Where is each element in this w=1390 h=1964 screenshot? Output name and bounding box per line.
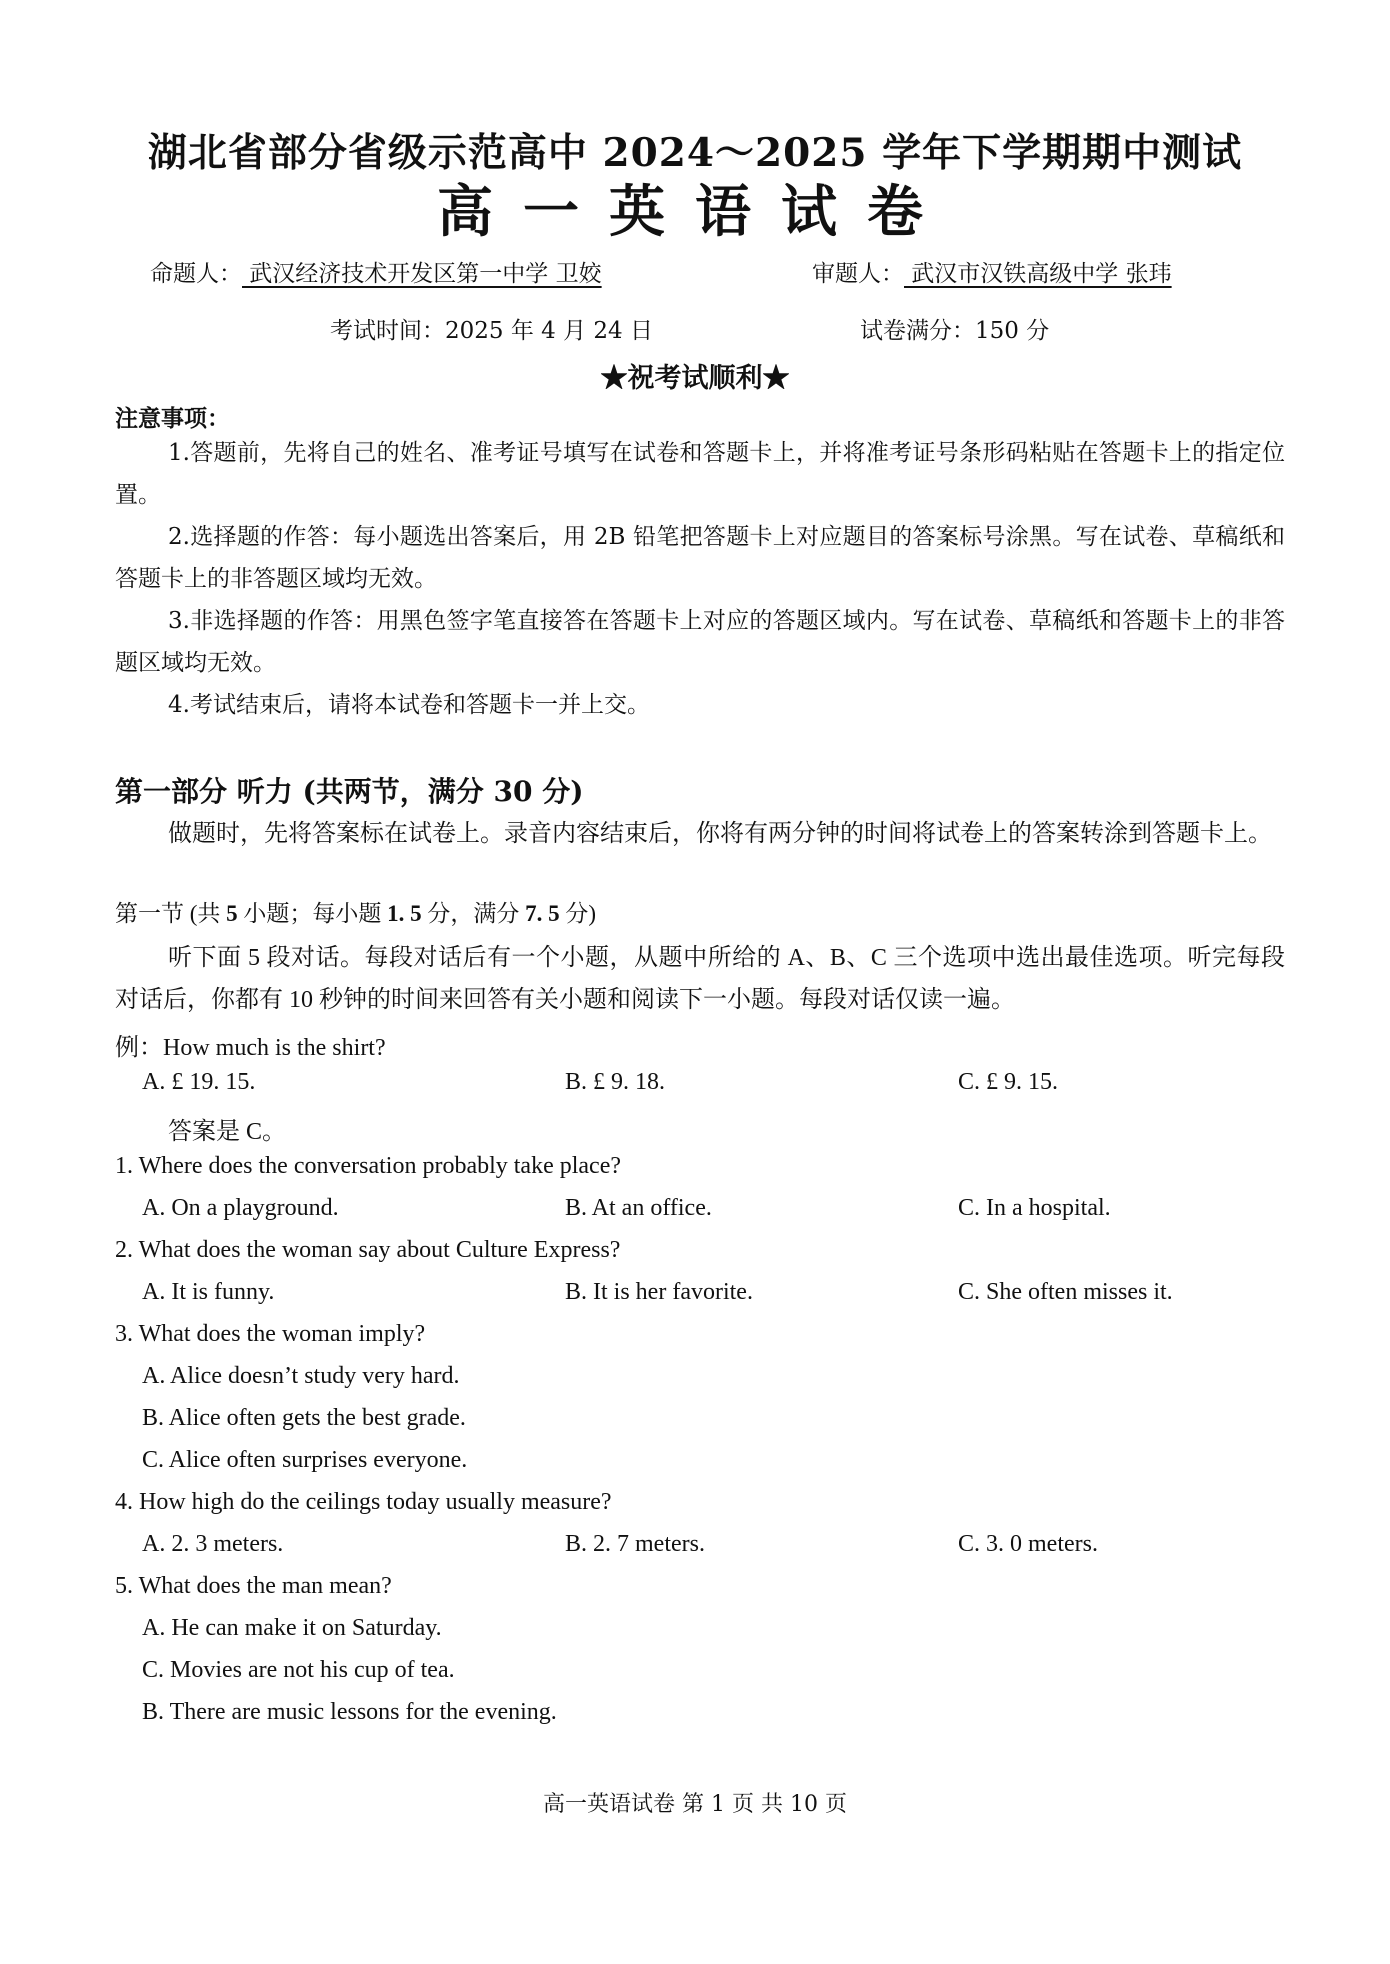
example-option-b: B. £ 9. 18. — [565, 1069, 666, 1095]
question-3: 3. What does the woman imply? — [115, 1321, 426, 1347]
q1-option-c: C. In a hospital. — [958, 1195, 1111, 1221]
reviewer-value: 武汉市汉铁高级中学 张玮 — [904, 261, 1172, 287]
part1-heading: 第一部分 听力 (共两节，满分 30 分) — [115, 775, 584, 808]
section1-heading — [115, 895, 596, 928]
q5-option-c: C. Movies are not his cup of tea. — [142, 1657, 455, 1683]
q3-option-c: C. Alice often surprises everyone. — [142, 1447, 468, 1473]
section1-mid2: 分，满分 — [421, 901, 526, 926]
reviewer-line — [812, 255, 1172, 288]
note-item-1: 1.答题前，先将自己的姓名、准考证号填写在试卷和答题卡上，并将准考证号条形码粘贴在答题卡上的指定位置。 — [115, 440, 1285, 508]
note-item-2: 2.选择题的作答：每小题选出答案后，用 2B 铅笔把答题卡上对应题目的答案标号涂黑。写在试卷、草稿纸和答题卡上的非答题区域均无效。 — [115, 524, 1285, 592]
q5-option-a: A. He can make it on Saturday. — [142, 1615, 442, 1641]
setter-value: 武汉经济技术开发区第一中学 卫姣 — [242, 261, 602, 287]
setter-label: 命题人： — [150, 261, 242, 287]
q2-option-c: C. She often misses it. — [958, 1279, 1173, 1305]
q1-option-a: A. On a playground. — [142, 1195, 339, 1221]
q1-option-b: B. At an office. — [565, 1195, 712, 1221]
section1-each: 1. 5 — [387, 901, 422, 926]
part1-instruction: 做题时，先将答案标在试卷上。录音内容结束后，你将有两分钟的时间将试卷上的答案转涂到答题卡上。 — [168, 821, 1272, 847]
q4-option-b: B. 2. 7 meters. — [565, 1531, 705, 1557]
section1-instruction: 听下面 5 段对话。每段对话后有一个小题，从题中所给的 A、B、C 三个选项中选出最佳选项。听完每段对话后，你都有 10 秒钟的时间来回答有关小题和阅读下一小题。每段对话仅读一遍。 — [115, 945, 1285, 1013]
section1-mid: 小题；每小题 — [237, 901, 388, 926]
q3-option-a: A. Alice doesn’t study very hard. — [142, 1363, 460, 1389]
exam-title-line2: 高一英语试卷 — [437, 179, 953, 245]
section1-prefix: 第一节 (共 — [115, 901, 227, 926]
q4-option-c: C. 3. 0 meters. — [958, 1531, 1098, 1557]
q3-option-b: B. Alice often gets the best grade. — [142, 1405, 466, 1431]
example-option-c: C. £ 9. 15. — [958, 1069, 1059, 1095]
section1-total: 7. 5 — [525, 901, 560, 926]
note-item-3: 3.非选择题的作答：用黑色签字笔直接答在答题卡上对应的答题区域内。写在试卷、草稿纸和答题卡上的非答题区域均无效。 — [115, 608, 1285, 676]
q2-option-b: B. It is her favorite. — [565, 1279, 753, 1305]
example-option-a: A. £ 19. 15. — [142, 1069, 256, 1095]
example-question: 例：How much is the shirt? — [115, 1035, 386, 1061]
reviewer-label: 审题人： — [812, 261, 904, 287]
page-footer: 高一英语试卷 第 1 页 共 10 页 — [543, 1792, 847, 1817]
question-1: 1. Where does the conversation probably take place? — [115, 1153, 622, 1179]
exam-title-line1: 湖北省部分省级示范高中 2024～2025 学年下学期期中测试 — [147, 130, 1243, 176]
exam-time: 考试时间：2025 年 4 月 24 日 — [330, 318, 653, 344]
q5-option-b: B. There are music lessons for the evening. — [142, 1699, 557, 1725]
question-4: 4. How high do the ceilings today usually measure? — [115, 1489, 612, 1515]
note-item-4: 4.考试结束后，请将本试卷和答题卡一并上交。 — [168, 692, 650, 718]
notes-heading: 注意事项： — [115, 405, 230, 432]
question-2: 2. What does the woman say about Culture Express? — [115, 1237, 621, 1263]
q2-option-a: A. It is funny. — [142, 1279, 275, 1305]
example-answer: 答案是 C。 — [168, 1119, 287, 1145]
q4-option-a: A. 2. 3 meters. — [142, 1531, 284, 1557]
question-5: 5. What does the man mean? — [115, 1573, 392, 1599]
section1-suffix: 分) — [559, 901, 597, 926]
setter-line — [150, 255, 602, 288]
section1-count: 5 — [226, 901, 238, 926]
full-score: 试卷满分：150 分 — [860, 318, 1050, 344]
good-luck-banner: ★祝考试顺利★ — [600, 363, 790, 394]
